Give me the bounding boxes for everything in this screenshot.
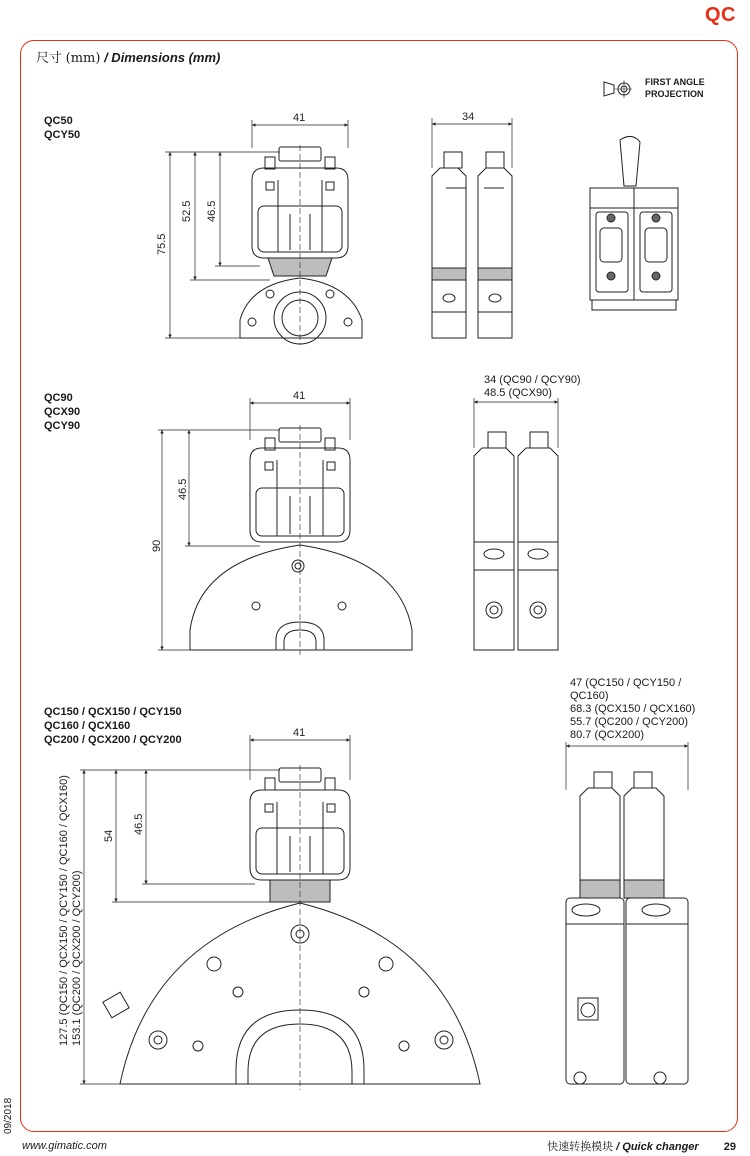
dim-h1-line2: 153.1 (QC200 / QCX200 / QCY200) xyxy=(71,870,83,1046)
side-width-line: 80.7 (QCX200) xyxy=(570,729,644,741)
brand-logo: QC xyxy=(705,4,736,26)
title-unit: (mm) xyxy=(65,51,101,66)
side-width-line: QC160) xyxy=(570,690,609,702)
title-en: / Dimensions (mm) xyxy=(104,50,221,65)
side-view-3 xyxy=(566,772,688,1084)
dim-h1: 75.5 xyxy=(156,233,168,255)
top-view-1 xyxy=(590,136,678,310)
projection-line2: PROJECTION xyxy=(645,89,704,99)
side-width-line: 47 (QC150 / QCY150 / xyxy=(570,677,682,689)
front-view-1 xyxy=(240,145,362,345)
page-number: 29 xyxy=(723,1141,736,1153)
front-view-2 xyxy=(190,425,412,655)
model-label: QC150 / QCX150 / QCY150 xyxy=(44,706,182,718)
dim-h2: 54 xyxy=(103,829,115,842)
dim-h1: 90 xyxy=(151,539,163,552)
dim-width: 41 xyxy=(293,390,306,402)
front-view-3 xyxy=(103,765,480,1090)
model-label: QC160 / QCX160 xyxy=(44,720,131,732)
model-label: QC200 / QCX200 / QCY200 xyxy=(44,734,182,746)
projection-line1: FIRST ANGLE xyxy=(645,77,705,87)
model-label: QC50 xyxy=(44,115,73,127)
dimensions-2-side xyxy=(474,398,558,448)
model-label: QCX90 xyxy=(44,406,81,418)
side-width-line: 68.3 (QCX150 / QCX160) xyxy=(570,703,696,715)
dim-h2: 52.5 xyxy=(181,200,193,222)
dim-width: 41 xyxy=(293,112,306,124)
title-cn: 尺寸 xyxy=(36,51,63,66)
side-width-line: 48.5 (QCX90) xyxy=(484,387,552,399)
footer-product-cn: 快速转换模块 xyxy=(547,1140,614,1153)
dimensions-3-side xyxy=(566,742,688,790)
model-label: QC90 xyxy=(44,392,73,404)
print-date: 09/2018 xyxy=(3,1097,14,1134)
dim-h1-line1: 127.5 (QC150 / QCX150 / QCY150 / QC160 / QCX160) xyxy=(58,775,70,1046)
side-width-line: 34 (QC90 / QCY90) xyxy=(484,374,581,386)
footer-section xyxy=(547,1138,736,1154)
dim-width: 41 xyxy=(293,727,306,739)
model-label: QCY50 xyxy=(44,129,81,141)
dimensions-3 xyxy=(80,735,350,1084)
side-view-1 xyxy=(432,152,512,338)
side-width-line: 55.7 (QC200 / QCY200) xyxy=(570,716,689,728)
dim-h3: 46.5 xyxy=(177,478,189,500)
dim-side-width: 34 xyxy=(462,111,475,123)
side-view-2 xyxy=(474,432,558,650)
dim-h3: 46.5 xyxy=(206,200,218,222)
dim-h3: 46.5 xyxy=(133,813,145,835)
footer-product-en: / Quick changer xyxy=(616,1141,699,1153)
website-link[interactable]: www.gimatic.com xyxy=(22,1140,107,1152)
model-label: QCY90 xyxy=(44,420,81,432)
